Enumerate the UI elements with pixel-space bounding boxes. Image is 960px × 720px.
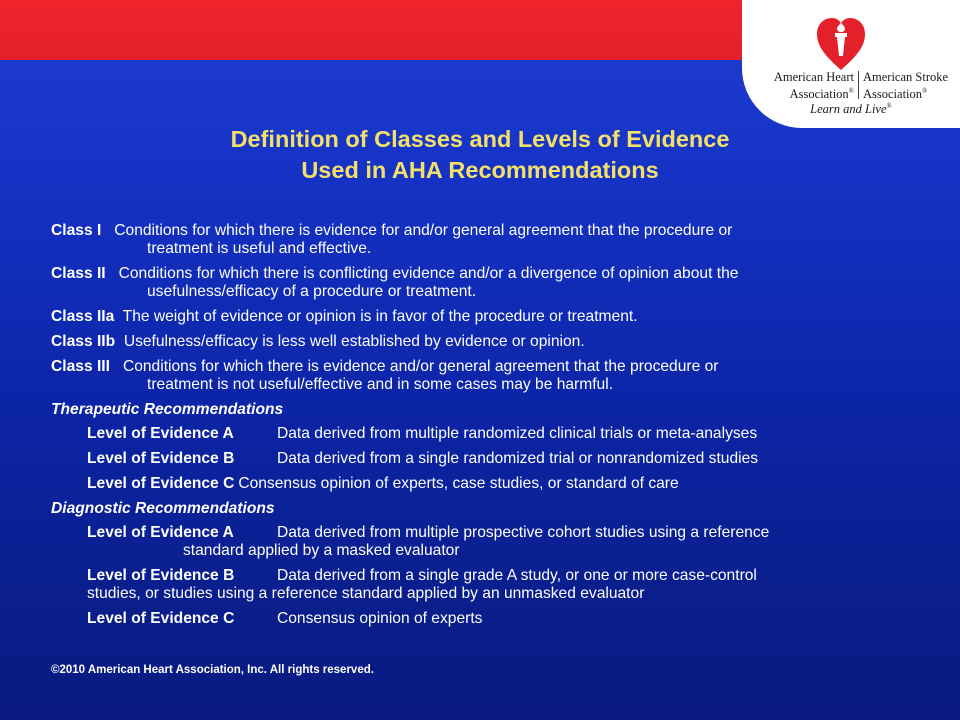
diagnostic-level-c bbox=[51, 610, 931, 628]
class-text: The weight of evidence or opinion is in favor of the procedure or treatment. bbox=[122, 308, 638, 325]
level-text: Data derived from multiple prospective cohort studies using a reference bbox=[277, 524, 770, 541]
class-text: Conditions for which there is conflicting evidence and/or a divergence of opinion about the bbox=[118, 265, 739, 282]
level-label: Level of Evidence C bbox=[87, 475, 235, 492]
organization-names bbox=[750, 70, 956, 102]
aha-name: American Heart Association® bbox=[773, 70, 854, 102]
class-label: Class I bbox=[51, 222, 102, 239]
class-label: Class II bbox=[51, 265, 106, 282]
logo-divider bbox=[858, 71, 859, 99]
level-text: Data derived from multiple randomized clinical trials or meta-analyses bbox=[277, 425, 758, 442]
class-label: Class IIa bbox=[51, 308, 115, 325]
level-text: Consensus opinion of experts, case studies, or standard of care bbox=[238, 475, 679, 492]
class-text-cont: treatment is not useful/effective and in some cases may be harmful. bbox=[147, 376, 614, 393]
slide-title bbox=[0, 124, 960, 186]
therapeutic-heading: Therapeutic Recommendations bbox=[51, 401, 284, 418]
therapeutic-level-c bbox=[51, 475, 931, 493]
class-text-cont: usefulness/efficacy of a procedure or treatment. bbox=[147, 283, 477, 300]
heart-torch-icon bbox=[815, 14, 867, 72]
class-text: Conditions for which there is evidence for and/or general agreement that the procedure or bbox=[114, 222, 733, 239]
class-label: Class IIb bbox=[51, 333, 116, 350]
class-iia-entry bbox=[51, 308, 931, 326]
asa-name: American Stroke Association® bbox=[863, 70, 949, 102]
level-label: Level of Evidence C bbox=[87, 610, 235, 627]
level-label: Level of Evidence B bbox=[87, 567, 235, 584]
level-text-cont: standard applied by a masked evaluator bbox=[183, 542, 460, 559]
class-iii-entry bbox=[51, 358, 931, 394]
diagnostic-heading: Diagnostic Recommendations bbox=[51, 500, 275, 517]
title-line-2: Used in AHA Recommendations bbox=[301, 157, 659, 183]
class-ii-entry bbox=[51, 265, 931, 301]
class-label: Class III bbox=[51, 358, 110, 375]
level-label: Level of Evidence A bbox=[87, 425, 234, 442]
therapeutic-level-a bbox=[51, 425, 931, 443]
level-label: Level of Evidence B bbox=[87, 450, 235, 467]
class-iib-entry bbox=[51, 333, 931, 351]
diagnostic-level-b bbox=[51, 567, 931, 603]
class-i-entry bbox=[51, 222, 931, 258]
title-line-1: Definition of Classes and Levels of Evidence bbox=[230, 126, 730, 152]
level-text: Data derived from a single grade A study, or one or more case-control bbox=[277, 567, 757, 584]
level-label: Level of Evidence A bbox=[87, 524, 234, 541]
slide-body bbox=[51, 222, 931, 635]
diagnostic-level-a bbox=[51, 524, 931, 560]
level-text: Data derived from a single randomized trial or nonrandomized studies bbox=[277, 450, 759, 467]
logo-tagline: Learn and Live® bbox=[810, 102, 892, 117]
level-text-cont: studies, or studies using a reference standard applied by an unmasked evaluator bbox=[87, 585, 645, 602]
class-text-cont: treatment is useful and effective. bbox=[147, 240, 372, 257]
level-text: Consensus opinion of experts bbox=[277, 610, 483, 627]
copyright-notice: ©2010 American Heart Association, Inc. All rights reserved. bbox=[51, 664, 374, 676]
therapeutic-level-b bbox=[51, 450, 931, 468]
logo-panel bbox=[742, 0, 960, 128]
class-text: Usefulness/efficacy is less well established by evidence or opinion. bbox=[123, 333, 585, 350]
class-text: Conditions for which there is evidence and/or general agreement that the procedure or bbox=[122, 358, 719, 375]
